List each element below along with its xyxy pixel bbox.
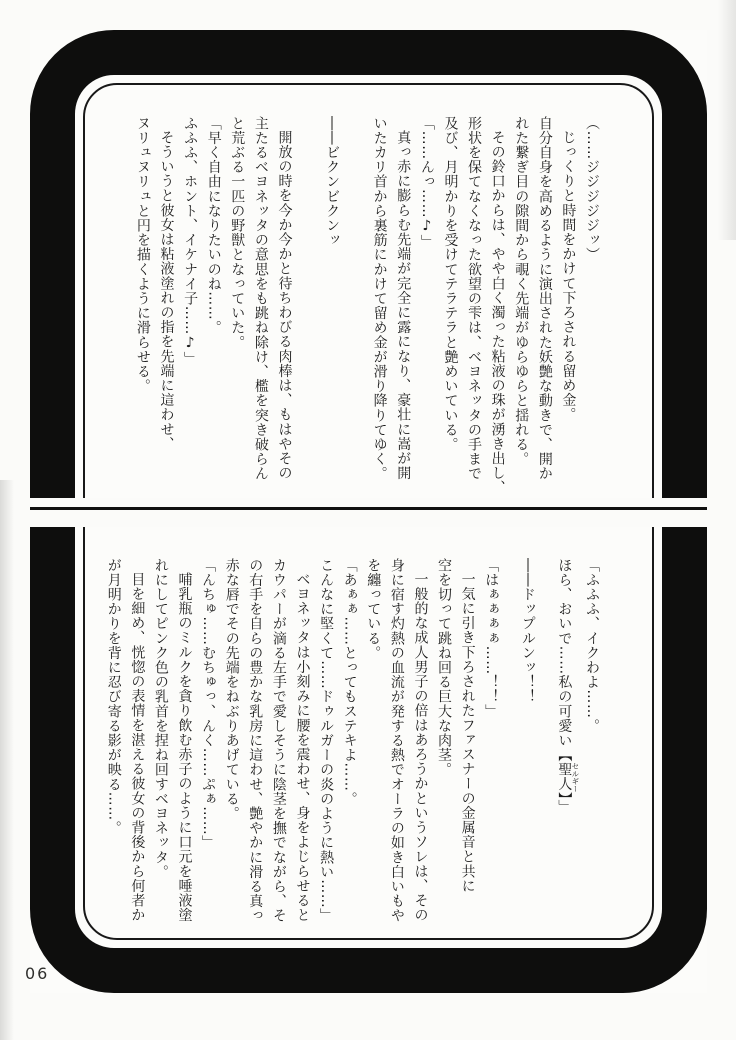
text-column: の右手を自らの豊かな乳房に這わせ、艶やかに滑る真っ [247, 558, 264, 923]
ruby-after-text: 】」 [556, 792, 573, 815]
text-column: こんなに堅くて……ドゥルガーの炎のように熱い……」 [318, 558, 335, 923]
text-column: 主たるベヨネッタの意思をも跳ね除け、檻を突き破らん [252, 116, 269, 481]
text-column: ――ドップルンッ！！ [519, 558, 536, 704]
text-column: じっくりと時間をかけて下ろされる留め金。 [560, 130, 577, 422]
text-column: 「はぁぁぁぁ……！！」 [483, 558, 500, 719]
text-column: その鈴口からは、やや白く濁った粘液の珠が湧き出し、 [489, 130, 506, 495]
scan-shadow-left [0, 480, 14, 1040]
ruby-base-text: 聖人 [556, 762, 573, 793]
ruby-annotation [556, 762, 580, 793]
text-column: そういうと彼女は粘液塗れの指を先端に這わせ、 [158, 130, 175, 452]
text-column: が月明かりを背に忍び寄る影が映る……。 [105, 558, 122, 836]
vertical-text-block-bottom [101, 558, 603, 930]
text-column: 「……んっ……♪」 [418, 116, 435, 250]
text-column: いたカリ首から裏筋にかけて留め金が滑り降りてゆく。 [371, 116, 388, 481]
text-column: ベヨネッタは小刻みに腰を震わせ、身をよじらせると [294, 572, 311, 923]
text-column: 空を切って跳ね回る巨大な肉茎。 [436, 558, 453, 777]
text-column: 身に宿す灼熱の血流が発する熱でオーラの如き白いもや [388, 558, 405, 923]
text-column: 「あぁぁ……とってもステキよ……。 [341, 558, 358, 807]
text-column: れにしてピンク色の乳首を捏ね回すベヨネッタ。 [152, 558, 169, 880]
text-column: 「早く自由になりたいのね……。 [205, 116, 222, 335]
page-number: 06 [25, 964, 50, 983]
text-column: と荒ぶる一匹の野獣となっていた。 [229, 116, 246, 350]
text-column: 真っ赤に膨らむ先端が完全に露になり、豪壮に嵩が開 [395, 130, 412, 481]
text-column: 「んちゅ……むちゅっ、んく……ぷぁ……」 [200, 558, 217, 850]
text-column: （……ジジジジジッ） [584, 116, 600, 262]
text-column: 一般的な成人男子の倍はあろうかというソレは、その [412, 572, 429, 923]
text-column: ヌリュヌリュと円を描くように滑らせる。 [134, 116, 151, 394]
text-column-with-furigana [552, 558, 580, 930]
text-column: を纏っている。 [365, 558, 382, 661]
text-column: 「ふふふ、イクわよ……。 [584, 558, 600, 734]
vertical-text-block-top [130, 116, 603, 495]
text-column: 一気に引き下ろされたファスナーの金属音と共に [459, 572, 476, 894]
text-column: 及び、月明かりを受けてテラテラと艶めいている。 [442, 116, 459, 452]
text-column: 哺乳瓶のミルクを貪り飲む赤子のように口元を唾液塗 [176, 572, 193, 923]
text-panel-bottom [30, 527, 707, 993]
text-column: れた繋ぎ目の隙間から覗く先端がゆらゆらと揺れる。 [513, 116, 530, 467]
text-column: 自分自身を高めるように演出された妖艶な動きで、開か [536, 116, 553, 481]
text-column: 形状を保てなくなった欲望の雫は、ベヨネッタの手まで [466, 116, 483, 481]
text-column: 目を細め、恍惚の表情を湛える彼女の背後から何者か [129, 572, 146, 923]
ruby-before-text: ほら、おいで……私の可愛い【 [556, 558, 573, 763]
text-column: ――ビクンビクンッ [324, 116, 341, 248]
text-column: ふふふ、ホント、イケナイ子……♪」 [182, 116, 199, 367]
text-column: カウパーが滴る左手で愛しそうに陰茎を撫でながら、そ [270, 558, 287, 923]
text-panel-top [30, 30, 707, 498]
text-column: 赤な唇でその先端をねぶりあげている。 [223, 558, 240, 821]
scan-shadow-top [718, 0, 736, 240]
text-column: 開放の時を今か今かと待ちわびる肉棒は、もはやその [276, 130, 293, 481]
furigana-text: セルギー [570, 762, 580, 793]
panel-divider [30, 507, 707, 510]
